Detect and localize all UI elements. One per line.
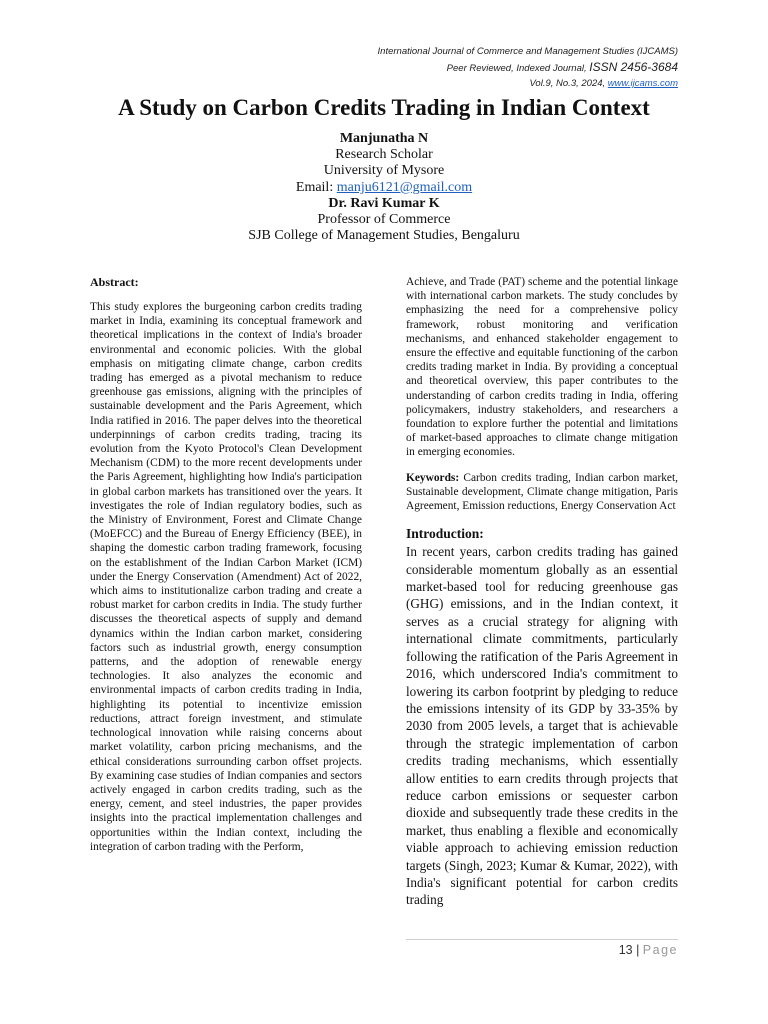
author1-name: Manjunatha N bbox=[339, 131, 429, 146]
volume-line bbox=[378, 76, 678, 92]
footer-divider bbox=[406, 939, 678, 940]
keywords-text: Carbon credits trading, Indian carbon market, Sustainable development, Climate change mitigation, Paris Agreement, Emission reductions, Energy Conservation Act bbox=[406, 471, 678, 513]
author1-role: Research Scholar bbox=[335, 147, 433, 163]
page-label: Page bbox=[642, 943, 678, 957]
page-number: 13 bbox=[618, 943, 633, 957]
author2-affiliation: SJB College of Management Studies, Bengaluru bbox=[248, 228, 520, 244]
author-block bbox=[0, 131, 768, 244]
keywords-label: Keywords: bbox=[406, 471, 460, 484]
review-line bbox=[378, 60, 678, 77]
author1-affiliation: University of Mysore bbox=[323, 163, 445, 179]
right-column bbox=[406, 275, 678, 909]
page-separator: | bbox=[632, 943, 643, 957]
author2-role: Professor of Commerce bbox=[317, 212, 451, 228]
introduction-heading: Introduction: bbox=[406, 526, 484, 542]
keywords-paragraph bbox=[406, 471, 678, 514]
left-column bbox=[90, 275, 362, 854]
journal-header bbox=[378, 44, 678, 92]
email-link[interactable]: manju6121@gmail.com bbox=[336, 179, 473, 195]
page-footer bbox=[619, 943, 678, 957]
email-label: Email: bbox=[295, 179, 337, 195]
paper-title: A Study on Carbon Credits Trading in Indian Context bbox=[118, 95, 650, 120]
introduction-text: In recent years, carbon credits trading has gained considerable momentum globally as an essential market-based tool for reducing greenhouse gas (GHG) emissions, and in the Indian context, it serves as a crucial strategy for aligning with international climate commitments, particularly following the ratification of the Paris Agreement in 2016, which underscored India's commitment to lowering its carbon footprint by pledging to reduce the emissions intensity of its GDP by 33-35% by 2030 from 2005 levels, a target that is achievable through the strategic implementation of carbon credits trading mechanisms, which essentially allow entities to earn credits through projects that reduce carbon emissions or sequester carbon dioxide and subsequently trade these credits in the market, thus enabling a flexible and economically viable approach to achieving emission reduction targets (Singh, 2023; Kumar & Kumar, 2022), with India's significant potential for carbon credits trading bbox=[406, 544, 678, 908]
issn: ISSN 2456-3684 bbox=[589, 59, 678, 74]
abstract-text-left: This study explores the burgeoning carbon credits trading market in India, examining its conceptual framework and theoretical implications in the context of India's broader environmental and economic policies. With the global emphasis on mitigating climate change, carbon credits trading has emerged as a pivotal mechanism to reduce greenhouse gas emissions, aligning with the principles of sustainable development and the Paris Agreement, which India ratified in 2016. The paper delves into the theoretical underpinnings of carbon credits trading, tracing its evolution from the Kyoto Protocol's Clean Development Mechanism (CDM) to the more recent developments under the Paris Agreement, highlighting how India's participation in global carbon markets has transitioned over the years. It investigates the role of Indian regulatory bodies, such as the Ministry of Environment, Forest and Climate Change (MoEFCC) and the Bureau of Energy Efficiency (BEE), in shaping the domestic carbon trading framework, focusing on the establishment of the Indian Carbon Market (ICM) under the Energy Conservation (Amendment) Act of 2022, which aims to institutionalize carbon trading and create a robust market for carbon credits in India. The study further discusses the theoretical aspects of supply and demand dynamics within the Indian carbon market, considering factors such as industrial growth, energy consumption patterns, and the adoption of renewable energy technologies. It also analyzes the economic and environmental impacts of carbon credits trading in India, highlighting its potential to incentivize emission reductions, attract foreign investment, and stimulate technological innovation while raising concerns about market volatility, carbon pricing mechanisms, and the ethical considerations surrounding carbon offset projects. By examining case studies of Indian companies and sectors actively engaged in carbon credits trading, such as the energy, cement, and steel industries, the paper provides insights into the practical implementation challenges and opportunities within the Indian context, including the integration of carbon trading with the Perform, bbox=[90, 301, 362, 853]
journal-name: International Journal of Commerce and Management Studies (IJCAMS) bbox=[377, 46, 678, 57]
review-prefix: Peer Reviewed, Indexed Journal, bbox=[446, 62, 590, 74]
journal-website-link[interactable]: www.ijcams.com bbox=[607, 78, 678, 89]
email-line bbox=[0, 180, 768, 196]
volume-prefix: Vol.9, No.3, 2024, bbox=[529, 78, 608, 89]
abstract-text-right: Achieve, and Trade (PAT) scheme and the potential linkage with international carbon markets. The study concludes by emphasizing the need for a comprehensive policy framework, robust monitoring and verification mechanisms, and enhanced stakeholder engagement to ensure the effective and equitable functioning of the carbon credits trading market in India. By providing a conceptual and theoretical overview, this paper contributes to the understanding of carbon credits trading in India, offering policymakers, industry stakeholders, and researchers a foundation to explore further the potential and limitations of market-based approaches to climate change mitigation in emerging economies. bbox=[406, 276, 678, 459]
abstract-heading: Abstract: bbox=[90, 275, 139, 289]
author2-name: Dr. Ravi Kumar K bbox=[328, 195, 440, 211]
